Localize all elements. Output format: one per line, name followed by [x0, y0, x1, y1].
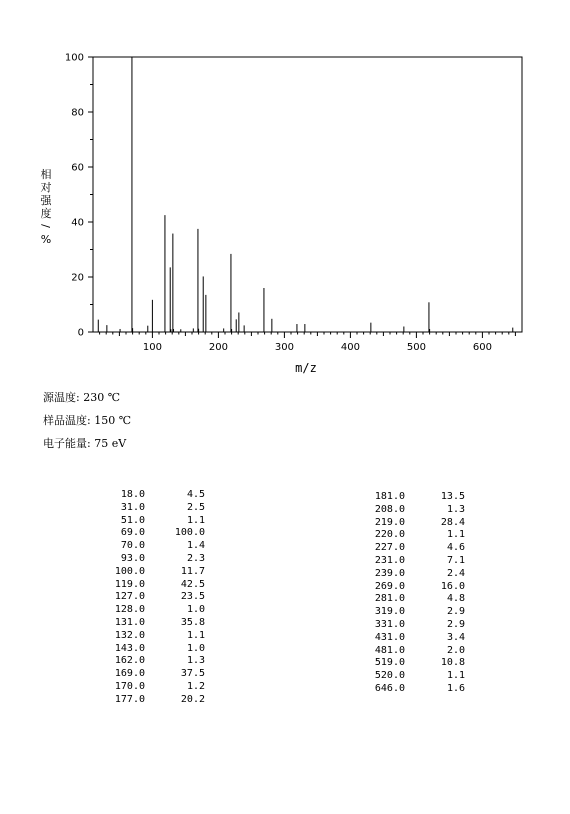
peak-table-row [355, 670, 465, 683]
peak-table-row [95, 591, 205, 604]
x-tick-label: 400 [340, 342, 360, 353]
sample-temperature: 样品温度: 150 ℃ [43, 414, 131, 427]
peak-abundance: 7.1 [446, 554, 465, 566]
y-axis-label-char: / [39, 224, 52, 228]
peak-mz: 119.0 [114, 578, 145, 590]
peak-table-row [95, 553, 205, 566]
peak-table-row [355, 606, 465, 619]
peak-table-row [95, 617, 205, 630]
x-tick-label: 600 [472, 342, 492, 353]
peak-mz: 646.0 [374, 682, 405, 694]
peak-abundance: 2.5 [186, 501, 205, 513]
peak-mz: 177.0 [114, 693, 145, 705]
y-axis-label-char: 相 [40, 168, 52, 181]
peak-abundance: 2.9 [446, 618, 465, 630]
peak-table-row [95, 604, 205, 617]
peak-abundance: 16.0 [440, 580, 465, 592]
peak-table-row [95, 566, 205, 579]
peak-table-row [95, 527, 205, 540]
peak-table-row [355, 683, 465, 696]
peak-table-row [355, 632, 465, 645]
x-tick-label: 200 [208, 342, 228, 353]
peak-mz: 208.0 [374, 503, 405, 515]
peak-mz: 239.0 [374, 567, 405, 579]
x-tick-label: 500 [406, 342, 426, 353]
y-axis-label-char: 度 [40, 207, 52, 220]
peak-mz: 69.0 [120, 527, 145, 539]
peak-mz: 93.0 [120, 552, 145, 564]
peak-list-right [355, 491, 465, 696]
peak-table-row [355, 542, 465, 555]
peak-mz: 132.0 [114, 629, 145, 641]
peak-table-row [95, 668, 205, 681]
peak-abundance: 1.3 [446, 503, 465, 515]
peak-abundance: 4.5 [186, 489, 205, 500]
peak-mz: 281.0 [374, 593, 405, 605]
peak-table-row [95, 502, 205, 515]
y-tick-label: 60 [71, 162, 84, 174]
peak-mz: 481.0 [374, 644, 405, 656]
y-axis-label-char: 强 [40, 194, 52, 207]
peak-abundance: 100.0 [174, 527, 205, 539]
peak-table-row [95, 515, 205, 528]
peak-mz: 100.0 [114, 565, 145, 577]
peak-list-left [95, 489, 205, 707]
peak-bars [98, 57, 512, 332]
tick-labels [65, 53, 492, 354]
peak-abundance: 1.4 [186, 540, 205, 552]
peak-abundance: 1.0 [186, 604, 205, 616]
peak-table-row [95, 630, 205, 643]
x-tick-label: 100 [142, 342, 162, 353]
peak-mz: 331.0 [374, 618, 405, 630]
y-tick-label: 20 [71, 272, 84, 284]
peak-abundance: 23.5 [180, 591, 205, 603]
peak-mz: 128.0 [114, 604, 145, 616]
peak-abundance: 2.9 [446, 606, 465, 618]
peak-mz: 162.0 [114, 655, 145, 667]
peak-table-row [355, 593, 465, 606]
y-tick-label: 100 [64, 52, 84, 64]
peak-abundance: 1.1 [186, 514, 205, 526]
y-axis-label-char: % [40, 233, 52, 246]
peak-table-row [355, 581, 465, 594]
peak-mz: 143.0 [114, 642, 145, 654]
peak-abundance: 2.4 [446, 567, 465, 579]
x-tick-label: 300 [274, 342, 294, 353]
peak-abundance: 2.3 [186, 552, 205, 564]
peak-mz: 231.0 [374, 554, 405, 566]
peak-abundance: 1.1 [446, 529, 465, 541]
peak-abundance: 1.3 [186, 655, 205, 667]
peak-mz: 219.0 [374, 516, 405, 528]
peak-mz: 520.0 [374, 670, 405, 682]
source-temperature: 源温度: 230 ℃ [43, 391, 120, 404]
peak-mz: 170.0 [114, 680, 145, 692]
chart-axes [88, 57, 522, 338]
peak-abundance: 42.5 [180, 578, 205, 590]
peak-table-row [355, 568, 465, 581]
y-tick-label: 80 [71, 107, 84, 119]
peak-abundance: 10.8 [440, 657, 465, 669]
peak-table-row [355, 657, 465, 670]
peak-mz: 220.0 [374, 529, 405, 541]
peak-mz: 127.0 [114, 591, 145, 603]
x-axis-label: m/z [295, 361, 317, 375]
peak-abundance: 1.2 [186, 680, 205, 692]
peak-table-row [355, 491, 465, 504]
peak-abundance: 4.6 [446, 542, 465, 554]
peak-abundance: 4.8 [446, 593, 465, 605]
peak-abundance: 1.0 [186, 642, 205, 654]
peak-table-row [355, 555, 465, 568]
electron-energy: 电子能量: 75 eV [43, 437, 127, 450]
peak-abundance: 35.8 [180, 616, 205, 628]
peak-table-row [355, 504, 465, 517]
peak-mz: 51.0 [120, 514, 145, 526]
peak-mz: 131.0 [114, 616, 145, 628]
peak-mz: 169.0 [114, 668, 145, 680]
peak-table-row [355, 619, 465, 632]
peak-mz: 319.0 [374, 606, 405, 618]
plot-frame [93, 57, 522, 332]
peak-table-row [355, 529, 465, 542]
peak-abundance: 37.5 [180, 668, 205, 680]
y-tick-label: 40 [71, 217, 84, 229]
peak-table-row [95, 655, 205, 668]
peak-abundance: 20.2 [180, 693, 205, 705]
y-axis-label [39, 167, 53, 246]
peak-mz: 70.0 [120, 540, 145, 552]
peak-mz: 227.0 [374, 542, 405, 554]
peak-mz: 181.0 [374, 491, 405, 502]
mass-spectrum-chart [0, 0, 570, 380]
peak-mz: 519.0 [374, 657, 405, 669]
peak-table-row [95, 489, 205, 502]
peak-table-row [95, 681, 205, 694]
peak-table-row [95, 694, 205, 707]
peak-table-row [355, 517, 465, 530]
peak-mz: 31.0 [120, 501, 145, 513]
y-tick-label: 0 [77, 327, 84, 339]
peak-abundance: 28.4 [440, 516, 465, 528]
peak-abundance: 2.0 [446, 644, 465, 656]
peak-mz: 431.0 [374, 631, 405, 643]
peak-mz: 269.0 [374, 580, 405, 592]
peak-table-row [355, 645, 465, 658]
peak-table-row [95, 643, 205, 656]
peak-abundance: 1.6 [446, 682, 465, 694]
peak-abundance: 13.5 [440, 491, 465, 502]
peak-table-row [95, 540, 205, 553]
peak-abundance: 1.1 [446, 670, 465, 682]
peak-abundance: 11.7 [180, 565, 205, 577]
peak-table-row [95, 579, 205, 592]
peak-abundance: 1.1 [186, 629, 205, 641]
peak-mz: 18.0 [120, 489, 145, 500]
peak-abundance: 3.4 [446, 631, 465, 643]
y-axis-label-char: 对 [40, 181, 52, 194]
